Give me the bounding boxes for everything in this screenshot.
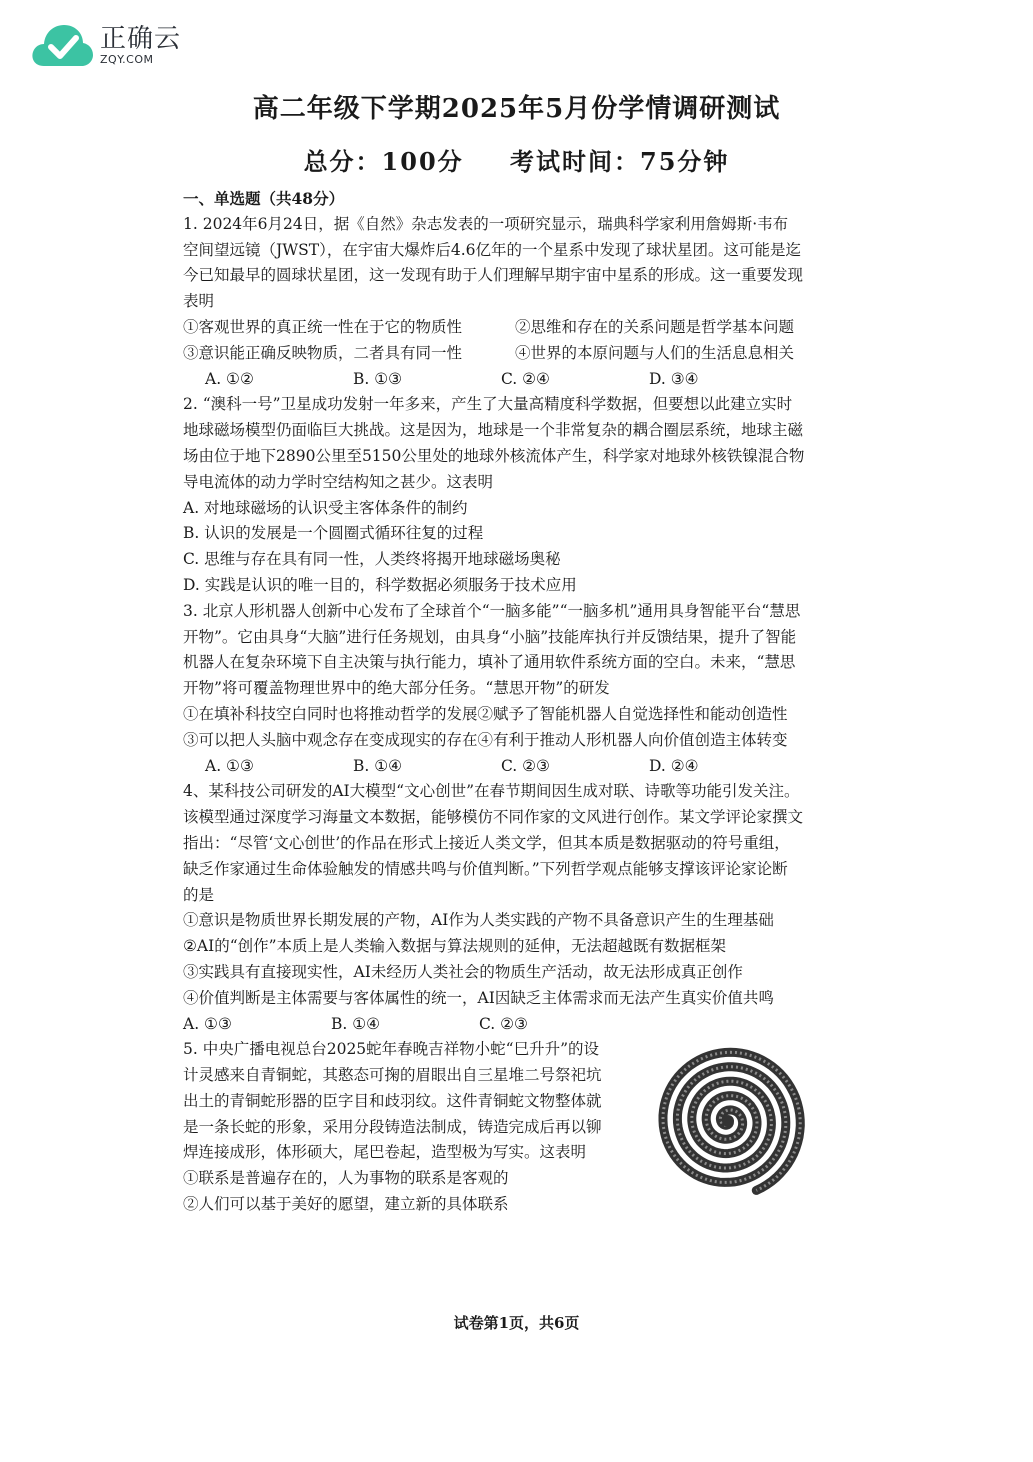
logo-domain: ZQY.COM — [100, 52, 154, 66]
option-c: C. ②③ — [479, 1014, 528, 1033]
question-text: 空间望远镜（JWST），在宇宙大爆炸后4.6亿年的一个星系中发现了球状星团。这可能是迄 — [183, 240, 802, 259]
question-1 — [183, 212, 843, 393]
answer-options — [183, 754, 843, 780]
section-title: 一、单选题（共48分） — [183, 189, 345, 208]
page-footer: 试卷第1页，共6页 — [453, 1314, 580, 1332]
statement: ②AI的“创作”本质上是人类输入数据与算法规则的延伸，无法超越既有数据框架 — [183, 937, 727, 956]
question-5 — [183, 1037, 843, 1218]
question-text: 2. “澳科一号”卫星成功发射一年多来，产生了大量高精度科学数据，但要想以此建立实时 — [183, 395, 793, 414]
statement: ①意识是物质世界长期发展的产物，AI作为人类实践的产物不具备意识产生的生理基础 — [183, 911, 774, 930]
statement: ④世界的本原问题与人们的生活息息相关 — [515, 343, 795, 362]
question-text: 场由位于地下2890公里至5150公里处的地球外核流体产生，科学家对地球外核铁镍混合物 — [183, 446, 805, 465]
option-c: C. ②③ — [501, 756, 550, 775]
question-text: 焊连接成形，体形硕大，尾巴卷起，造型极为写实。这表明 — [183, 1143, 587, 1162]
statement: ①客观世界的真正统一性在于它的物质性 — [183, 317, 463, 336]
exam-title: 高二年级下学期2025年5月份学情调研测试 — [252, 94, 781, 124]
statement-row — [183, 315, 843, 341]
total-score: 总分：100分 — [303, 147, 464, 176]
option-c: C. ②④ — [501, 369, 550, 388]
question-text: 指出：“尽管‘文心创世’的作品在形式上接近人类文学，但其本质是数据驱动的符号重组， — [183, 833, 790, 852]
question-text: 地球磁场模型仍面临巨大挑战。这是因为，地球是一个非常复杂的耦合圈层系统，地球主磁 — [183, 421, 804, 440]
question-text: 计灵感来自青铜蛇，其憨态可掬的眉眼出自三星堆二号祭祀坑 — [183, 1066, 602, 1085]
choice-c: C. 思维与存在具有同一性，人类终将揭开地球磁场奥秘 — [183, 550, 561, 569]
option-d: D. ③④ — [649, 369, 699, 388]
option-b: B. ①④ — [353, 756, 403, 775]
question-2 — [183, 392, 843, 598]
question-text: 缺乏作家通过生命体验触发的情感共鸣与价值判断。”下列哲学观点能够支撑该评论家论断 — [183, 859, 788, 878]
logo — [30, 20, 181, 70]
bronze-snake-spiral-image — [648, 1041, 808, 1201]
question-text: 5. 中央广播电视总台2025蛇年春晚吉祥物小蛇“巳升升”的设 — [183, 1040, 600, 1059]
question-text: 开物”。它由具身“大脑”进行任务规划，由具身“小脑”技能库执行并反馈结果，提升了智能 — [183, 627, 797, 646]
statement: ③可以把人头脑中观念存在变成现实的存在④有利于推动人形机器人向价值创造主体转变 — [183, 730, 788, 749]
question-text: 今已知最早的圆球状星团，这一发现有助于人们理解早期宇宙中星系的形成。这一重要发现 — [183, 266, 804, 285]
exam-subtitle — [0, 142, 1033, 177]
statement: ②人们可以基于美好的愿望，建立新的具体联系 — [183, 1195, 509, 1214]
cloud-check-logo-icon — [30, 20, 94, 70]
exam-time: 考试时间：75分钟 — [510, 147, 730, 176]
statement: ①联系是普遍存在的，人为事物的联系是客观的 — [183, 1169, 509, 1188]
question-3 — [183, 599, 843, 780]
statement: ②思维和存在的关系问题是哲学基本问题 — [515, 317, 795, 336]
choice-a: A. 对地球磁场的认识受主客体条件的制约 — [183, 498, 468, 517]
question-text: 导电流体的动力学时空结构知之甚少。这表明 — [183, 472, 494, 491]
choice-b: B. 认识的发展是一个圆圈式循环往复的过程 — [183, 524, 484, 543]
statement-row — [183, 341, 843, 367]
question-text: 1. 2024年6月24日，据《自然》杂志发表的一项研究显示，瑞典科学家利用詹姆斯·韦布 — [183, 214, 789, 233]
question-text: 该模型通过深度学习海量文本数据，能够模仿不同作家的文风进行创作。某文学评论家撰文 — [183, 808, 804, 827]
question-text: 是一条长蛇的形象，采用分段铸造法制成，铸造完成后再以铆 — [183, 1117, 602, 1136]
option-b: B. ①④ — [331, 1014, 381, 1033]
answer-options — [183, 367, 843, 393]
question-text: 出土的青铜蛇形器的臣字目和歧羽纹。这件青铜蛇文物整体就 — [183, 1091, 602, 1110]
option-a: A. ①③ — [205, 756, 254, 775]
statement: ④价值判断是主体需要与客体属性的统一，AI因缺乏主体需求而无法产生真实价值共鸣 — [183, 988, 774, 1007]
question-text: 开物”将可覆盖物理世界中的绝大部分任务。“慧思开物”的研发 — [183, 679, 610, 698]
statement: ③意识能正确反映物质，二者具有同一性 — [183, 343, 463, 362]
option-b: B. ①③ — [353, 369, 403, 388]
option-a: A. ①② — [205, 369, 254, 388]
question-text: 表明 — [183, 292, 215, 311]
question-text: 机器人在复杂环境下自主决策与执行能力，填补了通用软件系统方面的空白。未来，“慧思 — [183, 653, 796, 672]
question-text: 4、某科技公司研发的AI大模型“文心创世”在春节期间因生成对联、诗歌等功能引发关注。 — [183, 782, 800, 801]
option-d: D. ②④ — [649, 756, 699, 775]
exam-content — [183, 186, 843, 1218]
option-a: A. ①③ — [183, 1014, 232, 1033]
answer-options — [183, 1012, 843, 1038]
question-text: 的是 — [183, 885, 215, 904]
logo-name: 正确云 — [100, 23, 182, 54]
statement: ①在填补科技空白同时也将推动哲学的发展②赋予了智能机器人自觉选择性和能动创造性 — [183, 704, 788, 723]
choice-d: D. 实践是认识的唯一目的，科学数据必须服务于技术应用 — [183, 575, 577, 594]
statement: ③实践具有直接现实性，AI未经历人类社会的物质生产活动，故无法形成真正创作 — [183, 962, 743, 981]
question-text: 3. 北京人形机器人创新中心发布了全球首个“一脑多能”“一脑多机”通用具身智能平台“慧思 — [183, 601, 801, 620]
question-4 — [183, 779, 843, 1037]
